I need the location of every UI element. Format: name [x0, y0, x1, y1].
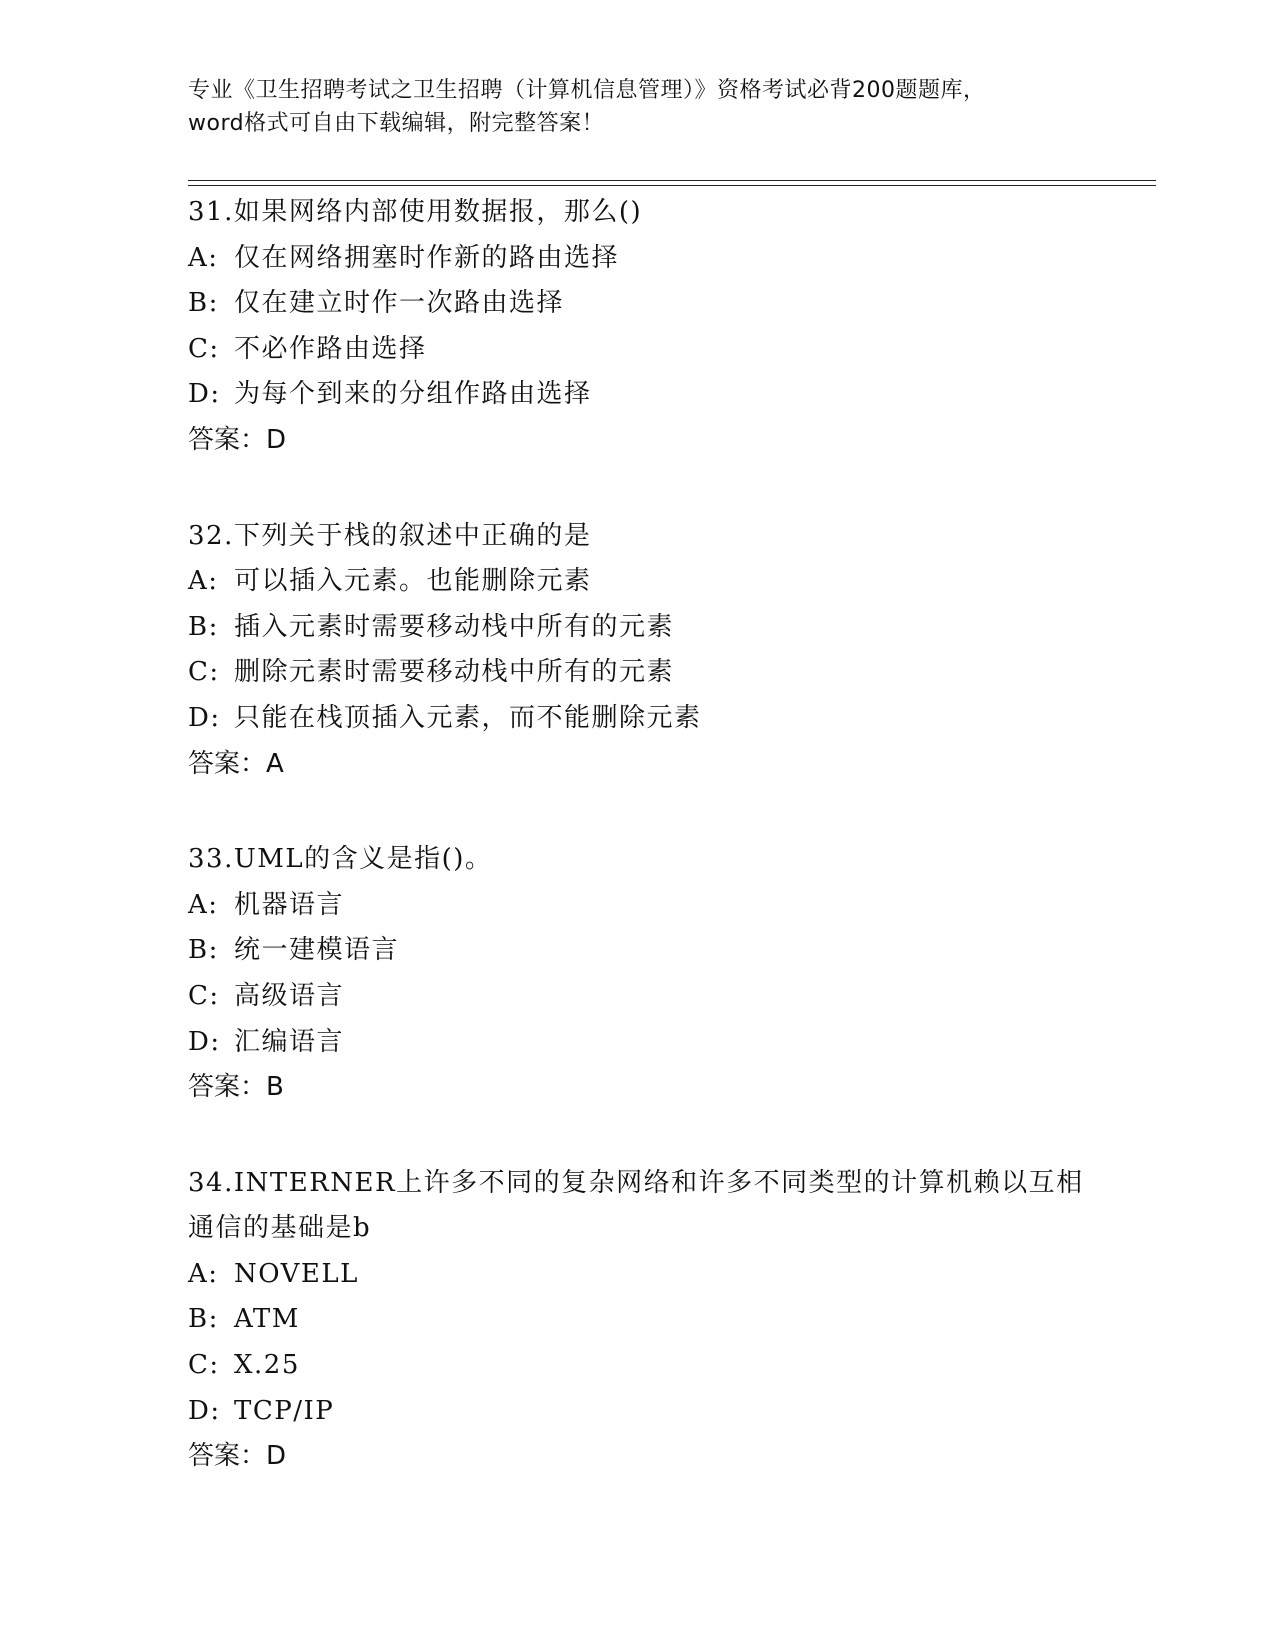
option-text: TCP/IP	[234, 1395, 335, 1426]
question-stem: 34.INTERNER上许多不同的复杂网络和许多不同类型的计算机赖以互相	[188, 1167, 1084, 1198]
option-letter: A:	[188, 1258, 219, 1289]
answer-key: 答案：D	[188, 424, 287, 455]
option-letter: A:	[188, 566, 219, 597]
option-text: 只能在栈顶插入元素，而不能删除元素	[234, 702, 702, 733]
answer-option	[188, 928, 1088, 974]
option-letter: C:	[188, 333, 220, 364]
option-letter: C:	[188, 1350, 220, 1381]
option-letter: D:	[188, 1026, 221, 1057]
question-block	[188, 190, 1088, 464]
option-letter: A:	[188, 242, 219, 273]
option-letter: B:	[188, 935, 219, 966]
option-text: 机器语言	[234, 889, 345, 920]
option-text: 仅在建立时作一次路由选择	[234, 288, 565, 319]
question-stem: 33.UML的含义是指()。	[188, 844, 493, 875]
option-letter: C:	[188, 657, 220, 688]
option-letter: D:	[188, 702, 221, 733]
answer-option	[188, 281, 1088, 327]
option-letter: A:	[188, 889, 219, 920]
option-letter: B:	[188, 611, 219, 642]
option-text: NOVELL	[234, 1258, 359, 1289]
question-stem: 32.下列关于栈的叙述中正确的是	[188, 520, 592, 551]
header-line-2: word格式可自由下载编辑，附完整答案！	[188, 111, 605, 136]
question-block	[188, 514, 1088, 788]
option-text: ATM	[234, 1304, 300, 1335]
answer-option	[188, 1343, 1088, 1389]
answer-option	[188, 1020, 1088, 1066]
option-letter: B:	[188, 1304, 219, 1335]
option-text: 可以插入元素。也能删除元素	[234, 566, 592, 597]
answer-option	[188, 974, 1088, 1020]
option-letter: B:	[188, 288, 219, 319]
answer-option	[188, 605, 1088, 651]
answer-option	[188, 1252, 1088, 1298]
answer-option	[188, 1389, 1088, 1435]
question-block	[188, 837, 1088, 1111]
document-header	[188, 74, 1088, 140]
question-stem: 通信的基础是b	[188, 1213, 372, 1244]
option-text: 高级语言	[234, 980, 345, 1011]
answer-option	[188, 696, 1088, 742]
option-text: 仅在网络拥塞时作新的路由选择	[234, 242, 620, 273]
option-text: 为每个到来的分组作路由选择	[234, 379, 592, 410]
option-text: 插入元素时需要移动栈中所有的元素	[234, 611, 675, 642]
question-list	[188, 190, 1088, 1530]
answer-option	[188, 372, 1088, 418]
option-letter: D:	[188, 1395, 221, 1426]
header-divider-top	[188, 180, 1156, 181]
option-text: 不必作路由选择	[234, 333, 427, 364]
answer-key: 答案：B	[188, 1072, 284, 1103]
answer-option	[188, 559, 1088, 605]
answer-key: 答案：D	[188, 1441, 287, 1472]
header-line-1: 专业《卫生招聘考试之卫生招聘（计算机信息管理）》资格考试必背200题题库，	[188, 78, 986, 103]
option-text: X.25	[234, 1350, 300, 1381]
option-text: 汇编语言	[234, 1026, 345, 1057]
question-block	[188, 1161, 1088, 1480]
option-text: 删除元素时需要移动栈中所有的元素	[234, 657, 675, 688]
answer-option	[188, 650, 1088, 696]
question-stem: 31.如果网络内部使用数据报，那么()	[188, 197, 643, 227]
option-text: 统一建模语言	[234, 935, 400, 966]
answer-option	[188, 327, 1088, 373]
answer-option	[188, 236, 1088, 282]
answer-option	[188, 883, 1088, 929]
answer-key: 答案：A	[188, 748, 284, 779]
header-divider-bottom	[188, 185, 1156, 186]
option-letter: C:	[188, 980, 220, 1011]
answer-option	[188, 1297, 1088, 1343]
option-letter: D:	[188, 379, 221, 410]
